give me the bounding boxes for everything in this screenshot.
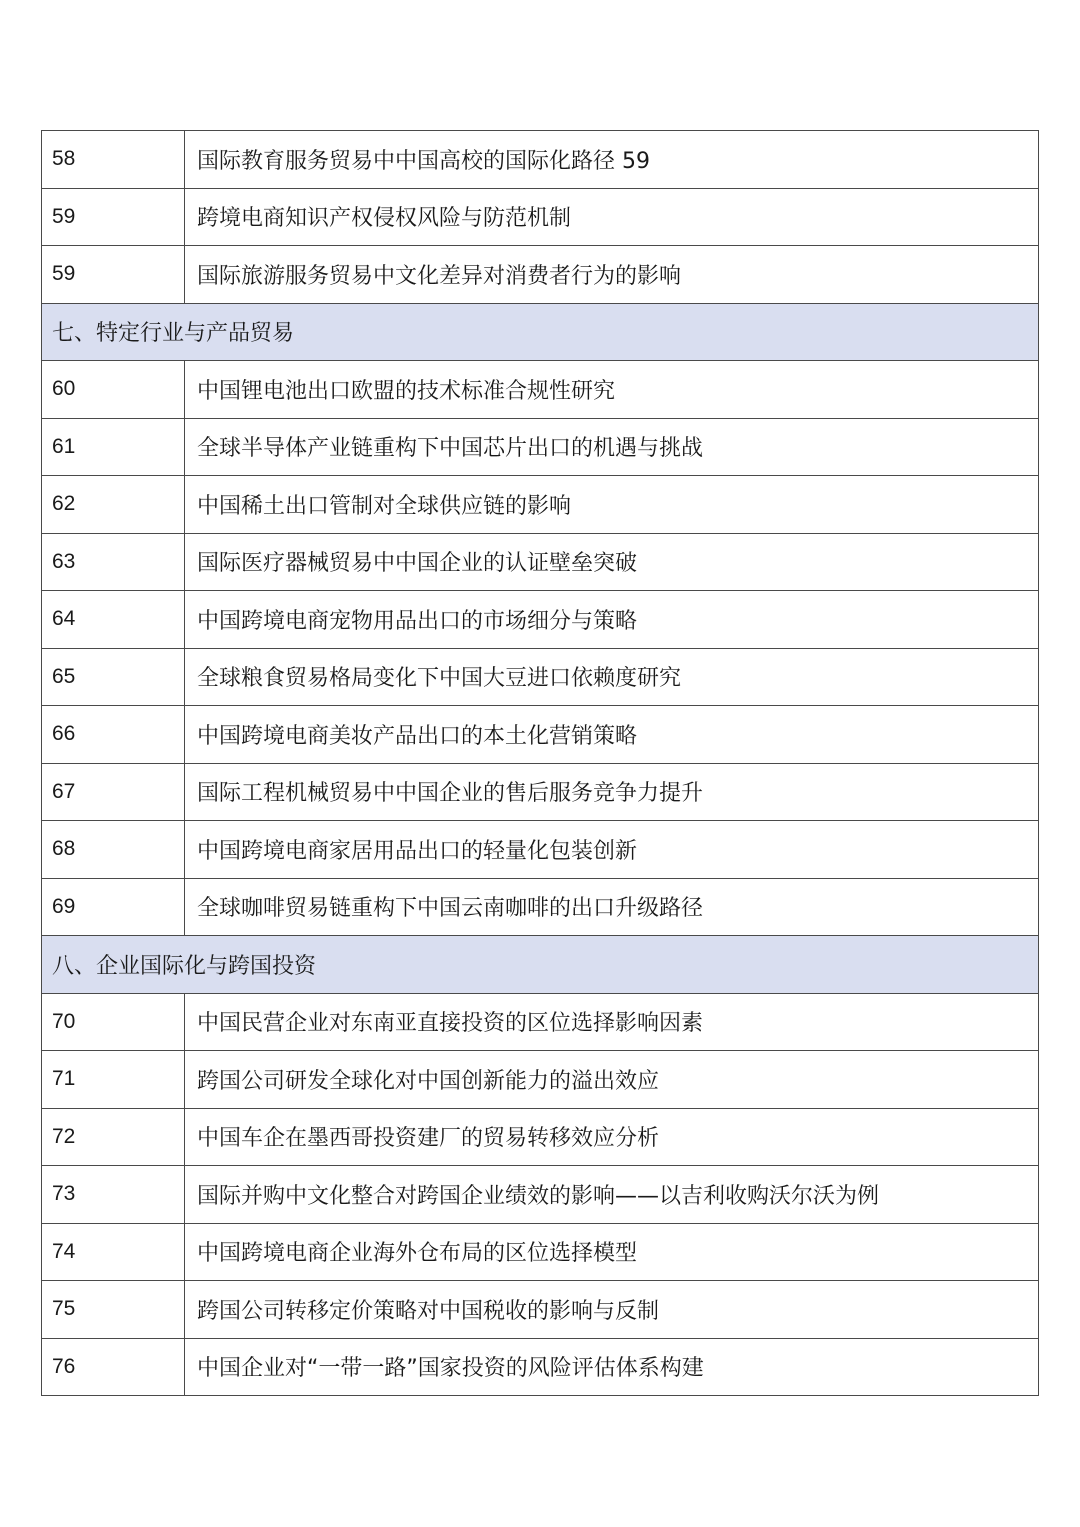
topic-title: 中国跨境电商家居用品出口的轻量化包装创新 — [185, 821, 1039, 879]
topic-number: 65 — [42, 648, 185, 706]
topic-number: 60 — [42, 361, 185, 419]
topic-number: 68 — [42, 821, 185, 879]
topic-number: 67 — [42, 763, 185, 821]
topic-number: 58 — [42, 131, 185, 189]
topic-number: 69 — [42, 878, 185, 936]
topic-title: 中国跨境电商企业海外仓布局的区位选择模型 — [185, 1223, 1039, 1281]
table-row — [42, 476, 1039, 534]
topic-number: 70 — [42, 993, 185, 1051]
topic-title: 跨国公司研发全球化对中国创新能力的溢出效应 — [185, 1051, 1039, 1109]
topic-number: 75 — [42, 1281, 185, 1339]
table-row — [42, 1108, 1039, 1166]
topic-number: 71 — [42, 1051, 185, 1109]
topic-number: 74 — [42, 1223, 185, 1281]
topic-number: 72 — [42, 1108, 185, 1166]
section-title: 八、企业国际化与跨国投资 — [42, 936, 1039, 994]
table-row — [42, 993, 1039, 1051]
table-row — [42, 533, 1039, 591]
topic-title: 中国稀土出口管制对全球供应链的影响 — [185, 476, 1039, 534]
table-row — [42, 1223, 1039, 1281]
table-row — [42, 763, 1039, 821]
table-row — [42, 821, 1039, 879]
section-header-row — [42, 303, 1039, 361]
topic-number: 73 — [42, 1166, 185, 1224]
table-row — [42, 188, 1039, 246]
topic-title: 中国锂电池出口欧盟的技术标准合规性研究 — [185, 361, 1039, 419]
table-row — [42, 418, 1039, 476]
topic-number: 59 — [42, 188, 185, 246]
topic-title: 国际旅游服务贸易中文化差异对消费者行为的影响 — [185, 246, 1039, 304]
table-row — [42, 648, 1039, 706]
table-row — [42, 246, 1039, 304]
table-row — [42, 706, 1039, 764]
topic-number: 64 — [42, 591, 185, 649]
topic-title: 中国民营企业对东南亚直接投资的区位选择影响因素 — [185, 993, 1039, 1051]
topic-title: 国际并购中文化整合对跨国企业绩效的影响——以吉利收购沃尔沃为例 — [185, 1166, 1039, 1224]
topic-title: 全球咖啡贸易链重构下中国云南咖啡的出口升级路径 — [185, 878, 1039, 936]
topic-title: 中国企业对“一带一路”国家投资的风险评估体系构建 — [185, 1338, 1039, 1396]
topic-title: 国际医疗器械贸易中中国企业的认证壁垒突破 — [185, 533, 1039, 591]
table-row — [42, 878, 1039, 936]
topic-title: 中国跨境电商宠物用品出口的市场细分与策略 — [185, 591, 1039, 649]
topic-number: 62 — [42, 476, 185, 534]
topic-number: 66 — [42, 706, 185, 764]
topic-title: 国际工程机械贸易中中国企业的售后服务竞争力提升 — [185, 763, 1039, 821]
topic-number: 76 — [42, 1338, 185, 1396]
topic-title: 跨国公司转移定价策略对中国税收的影响与反制 — [185, 1281, 1039, 1339]
topic-title: 跨境电商知识产权侵权风险与防范机制 — [185, 188, 1039, 246]
section-title: 七、特定行业与产品贸易 — [42, 303, 1039, 361]
topic-table-body — [42, 131, 1039, 1396]
topic-number: 61 — [42, 418, 185, 476]
topic-title: 中国跨境电商美妆产品出口的本土化营销策略 — [185, 706, 1039, 764]
table-row — [42, 361, 1039, 419]
table-row — [42, 1281, 1039, 1339]
table-row — [42, 1166, 1039, 1224]
topic-number: 63 — [42, 533, 185, 591]
topic-number: 59 — [42, 246, 185, 304]
topic-title: 中国车企在墨西哥投资建厂的贸易转移效应分析 — [185, 1108, 1039, 1166]
topic-title: 全球半导体产业链重构下中国芯片出口的机遇与挑战 — [185, 418, 1039, 476]
topic-table — [41, 130, 1039, 1396]
table-row — [42, 591, 1039, 649]
table-row — [42, 131, 1039, 189]
table-row — [42, 1051, 1039, 1109]
section-header-row — [42, 936, 1039, 994]
topic-title: 全球粮食贸易格局变化下中国大豆进口依赖度研究 — [185, 648, 1039, 706]
table-row — [42, 1338, 1039, 1396]
topic-title: 国际教育服务贸易中中国高校的国际化路径 59 — [185, 131, 1039, 189]
